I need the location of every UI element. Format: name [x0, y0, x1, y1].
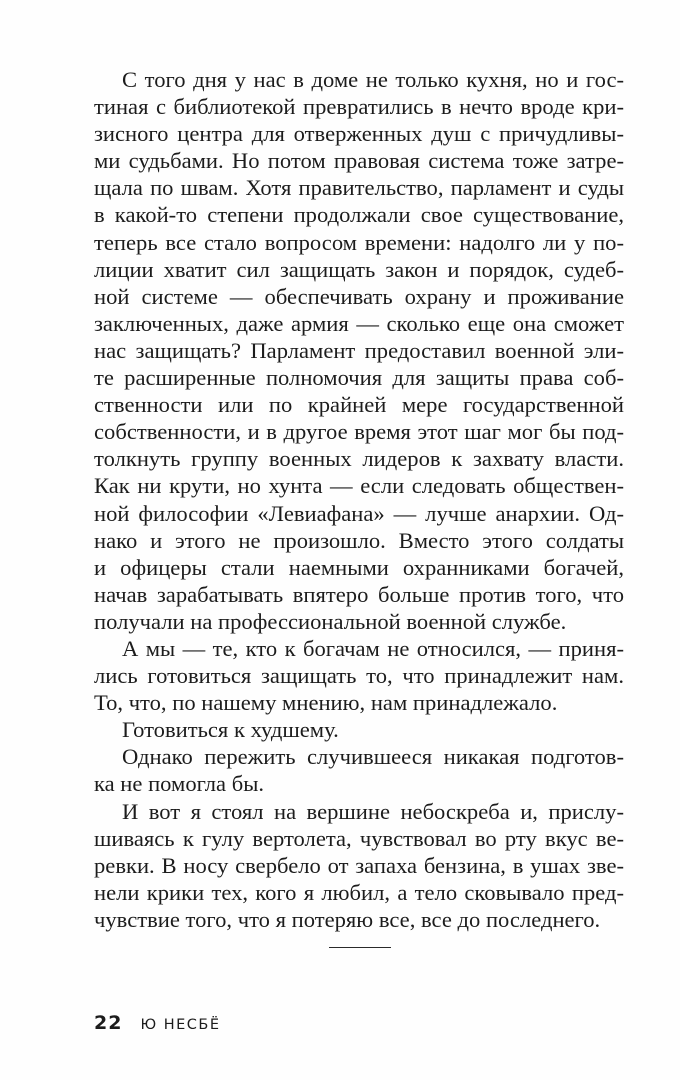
text-line: тиная с библиотекой превратились в нечто вроде кри-	[94, 94, 624, 120]
text-line: и офицеры стали наемными охранниками богачей,	[94, 554, 624, 580]
text-line: зисного центра для отверженных душ с причудливы-	[94, 121, 624, 147]
text-line: получали на профессиональной военной службе.	[94, 608, 567, 634]
text-line: ной системе — обеспечивать охрану и проживание	[94, 283, 624, 309]
text-line: И вот я стоял на вершине небоскреба и, прислу-	[122, 798, 624, 824]
text-line: То, что, по нашему мнению, нам принадлежало.	[94, 690, 558, 716]
text-line: нако и этого не произошло. Вместо этого солдаты	[94, 527, 624, 553]
text-line: собственности, и в другое время этот шаг мог бы под-	[94, 419, 624, 445]
text-line: ственности или по крайней мере государственной	[94, 392, 624, 418]
paragraph	[94, 66, 624, 635]
paragraph	[94, 716, 624, 743]
text-line: щала по швам. Хотя правительство, парламент и суды	[94, 175, 624, 201]
text-line: Однако пережить случившееся никакая подготов-	[122, 744, 624, 770]
section-separator	[329, 947, 391, 948]
text-line: теперь все стало вопросом времени: надолго ли у по-	[94, 229, 624, 255]
text-line: нас защищать? Парламент предоставил военной эли-	[94, 337, 624, 363]
text-line: А мы — те, кто к богачам не относился, — приня-	[122, 635, 624, 661]
text-line: начав зарабатывать впятеро больше против того, что	[94, 581, 624, 607]
text-line: шиваясь к гулу вертолета, чувствовал во рту вкус ве-	[94, 825, 624, 851]
text-line: чувствие того, что я потеряю все, все до последнего.	[94, 906, 601, 932]
body-text	[94, 66, 624, 933]
text-line: Готовиться к худшему.	[122, 717, 339, 743]
page-number: 22	[94, 1012, 123, 1034]
text-line: заключенных, даже армия — сколько еще она сможет	[94, 310, 624, 336]
text-line: толкнуть группу военных лидеров к захвату власти.	[94, 446, 624, 472]
text-line: лись готовиться защищать то, что принадлежит нам.	[94, 663, 624, 689]
text-line: нели крики тех, кого я любил, а тело сковывало пред-	[94, 879, 624, 905]
text-line: С того дня у нас в доме не только кухня, но и гос-	[122, 67, 624, 92]
paragraph	[94, 635, 624, 716]
text-line: ми судьбами. Но потом правовая система тоже затре-	[94, 148, 624, 174]
page-footer	[94, 1012, 221, 1034]
paragraph	[94, 743, 624, 797]
text-line: лиции хватит сил защищать закон и порядок, судеб-	[94, 256, 624, 282]
text-line: ревки. В носу свербело от запаха бензина, в ушах зве-	[94, 852, 624, 878]
paragraph	[94, 798, 624, 933]
text-line: те расширенные полномочия для защиты права соб-	[94, 365, 624, 391]
text-line: ка не помогла бы.	[94, 771, 265, 797]
text-line: в какой-то степени продолжали свое существование,	[94, 202, 624, 228]
text-line: ной философии «Левиафана» — лучше анархии. Од-	[94, 500, 624, 526]
running-head-author: Ю НЕСБЁ	[140, 1017, 221, 1033]
text-line: Как ни крути, но хунта — если следовать обществен-	[94, 473, 624, 499]
